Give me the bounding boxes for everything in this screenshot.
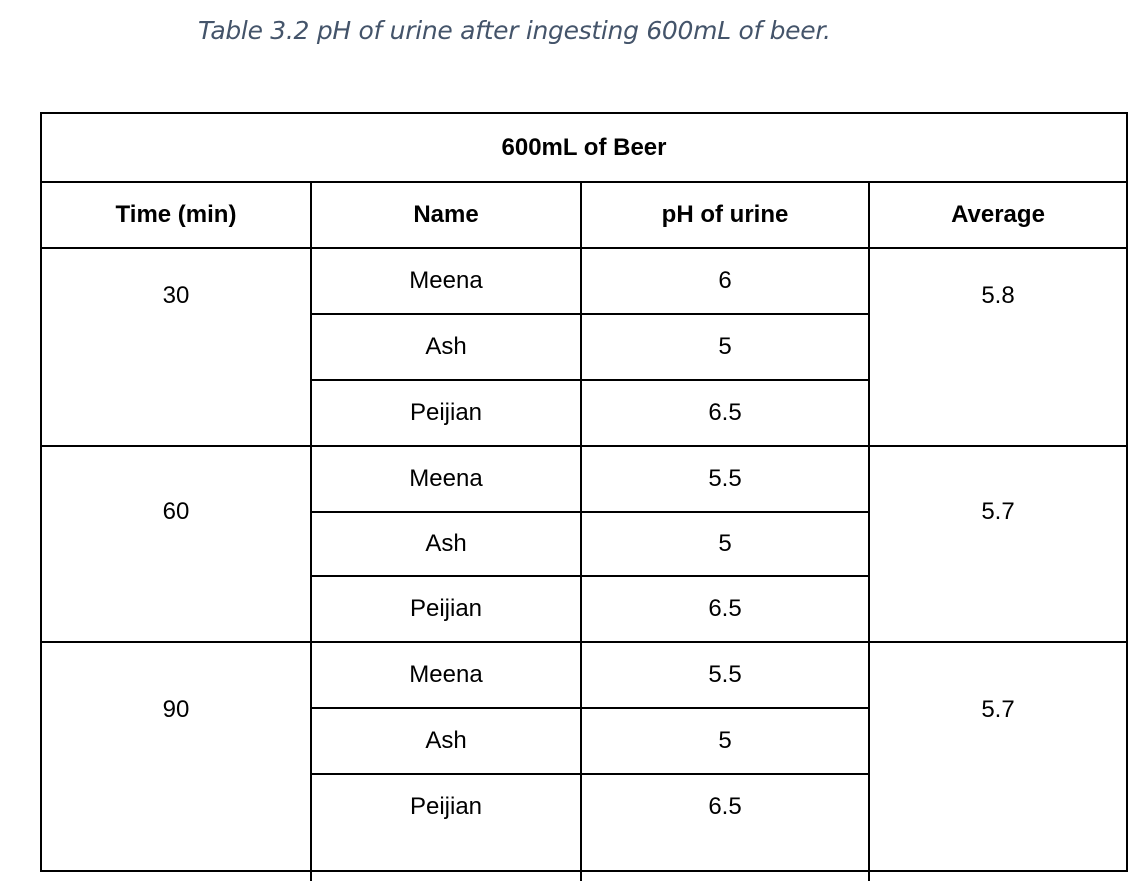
time-cell: 30 [162,282,190,309]
name-cell: Peijian [409,595,483,622]
name-cell: Peijian [409,399,483,426]
data-table [40,112,1128,872]
column-header-time: Time (min) [115,201,237,228]
name-cell: Peijian [409,793,483,820]
ph-cell: 5.5 [708,661,742,688]
ph-cell: 5 [718,727,732,754]
average-cell: 5.7 [981,696,1015,723]
column-header-name: Name [413,201,479,228]
ph-cell: 6.5 [708,595,742,622]
ph-cell: 6.5 [708,399,742,426]
time-cell: 60 [162,498,190,525]
name-cell: Meena [409,661,483,688]
column-header-average: Average [951,201,1045,228]
name-cell: Ash [425,333,467,360]
ph-cell: 5 [718,530,732,557]
ph-cell: 5.5 [708,465,742,492]
ph-cell: 5 [718,333,732,360]
average-cell: 5.8 [981,282,1015,309]
column-header-ph: pH of urine [661,201,789,228]
name-cell: Meena [409,267,483,294]
table-caption: Table 3.2 pH of urine after ingesting 600mL of beer. [198,16,831,45]
name-cell: Ash [425,727,467,754]
ph-cell: 6.5 [708,793,742,820]
average-cell: 5.7 [981,498,1015,525]
time-cell: 90 [162,696,190,723]
ph-cell: 6 [718,267,732,294]
group-header: 600mL of Beer [501,133,667,161]
name-cell: Meena [409,465,483,492]
name-cell: Ash [425,530,467,557]
